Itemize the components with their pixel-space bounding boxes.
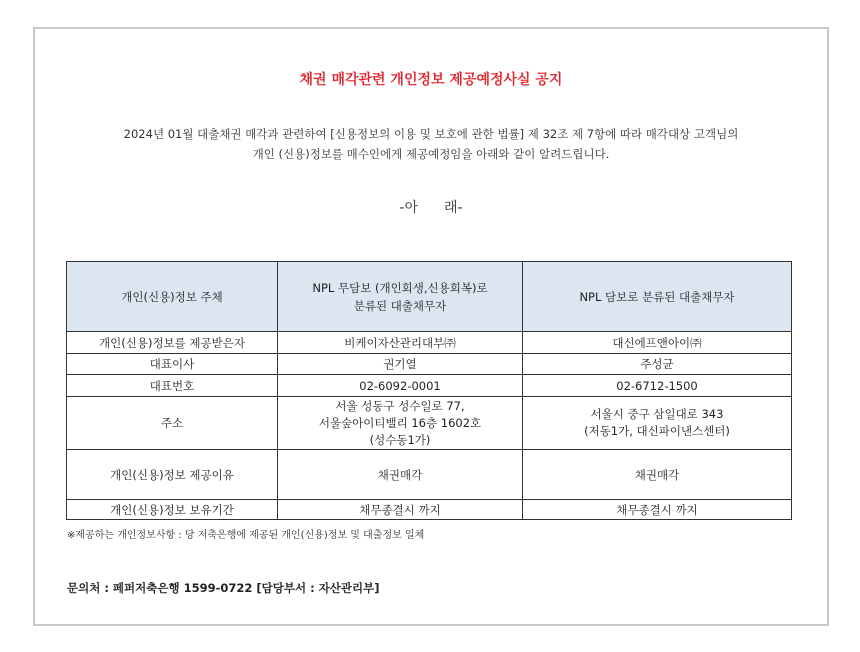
ara-left: -아 — [399, 200, 418, 216]
row-secured-value: 채권매각 — [523, 450, 792, 500]
row-unsecured-value: 채권매각 — [278, 450, 523, 500]
header-unsecured-line-2: 분류된 대출채무자 — [353, 298, 447, 313]
address-line: 서울 성동구 성수일로 77, — [335, 398, 465, 413]
table-row — [67, 332, 792, 354]
row-secured-value: 대신에프앤아이㈜ — [523, 332, 792, 354]
row-label: 대표번호 — [67, 375, 278, 397]
table-row — [67, 354, 792, 375]
info-table — [66, 261, 792, 520]
table-row — [67, 450, 792, 500]
ara-heading — [35, 197, 827, 217]
header-unsecured-line-1: NPL 무담보 (개인회생,신용회복)로 — [312, 280, 488, 295]
contact-info: 문의처 : 페퍼저축은행 1599-0722 [담당부서 : 자산관리부] — [67, 581, 380, 595]
notice-title: 채권 매각관련 개인정보 제공예정사실 공지 — [299, 72, 563, 88]
row-label: 개인(신용)정보 보유기간 — [67, 500, 278, 520]
table-header-row — [67, 262, 792, 332]
row-label: 주소 — [67, 397, 278, 450]
row-secured-value: 채무종결시 까지 — [523, 500, 792, 520]
table-row — [67, 397, 792, 450]
row-unsecured-value: 채무종결시 까지 — [278, 500, 523, 520]
row-unsecured-value — [278, 397, 523, 450]
row-secured-value: 주성균 — [523, 354, 792, 375]
row-label: 개인(신용)정보를 제공받은자 — [67, 332, 278, 354]
row-unsecured-value: 02-6092-0001 — [278, 375, 523, 397]
footnote: ※제공하는 개인정보사항 : 당 저축은행에 제공된 개인(신용)정보 및 대출정보 일체 — [67, 530, 425, 541]
intro-line-2: 개인 (신용)정보를 매수인에게 제공예정임을 아래와 같이 알려드립니다. — [252, 147, 610, 161]
row-secured-value: 02-6712-1500 — [523, 375, 792, 397]
header-unsecured — [278, 262, 523, 332]
table-row — [67, 375, 792, 397]
header-secured: NPL 담보로 분류된 대출채무자 — [523, 262, 792, 332]
row-label: 대표이사 — [67, 354, 278, 375]
header-subject: 개인(신용)정보 주체 — [67, 262, 278, 332]
table-row — [67, 500, 792, 520]
address-line: (저동1가, 대신파이낸스센터) — [584, 424, 730, 438]
address-line: (성수동1가) — [369, 432, 431, 447]
row-label: 개인(신용)정보 제공이유 — [67, 450, 278, 500]
row-secured-value — [523, 397, 792, 450]
intro-line-1: 2024년 01월 대출채권 매각과 관련하여 [신용정보의 이용 및 보호에 관한 법률] 제 32조 제 7항에 따라 매각대상 고객님의 — [123, 127, 739, 141]
ara-right: 래- — [444, 200, 463, 216]
notice-intro — [55, 124, 807, 164]
row-unsecured-value: 비케이자산관리대부㈜ — [278, 332, 523, 354]
address-line: 서울숲아이티밸리 16층 1602호 — [318, 415, 482, 430]
row-unsecured-value: 권기열 — [278, 354, 523, 375]
address-line: 서울시 중구 삼일대로 343 — [590, 407, 724, 421]
notice-frame — [33, 27, 829, 626]
